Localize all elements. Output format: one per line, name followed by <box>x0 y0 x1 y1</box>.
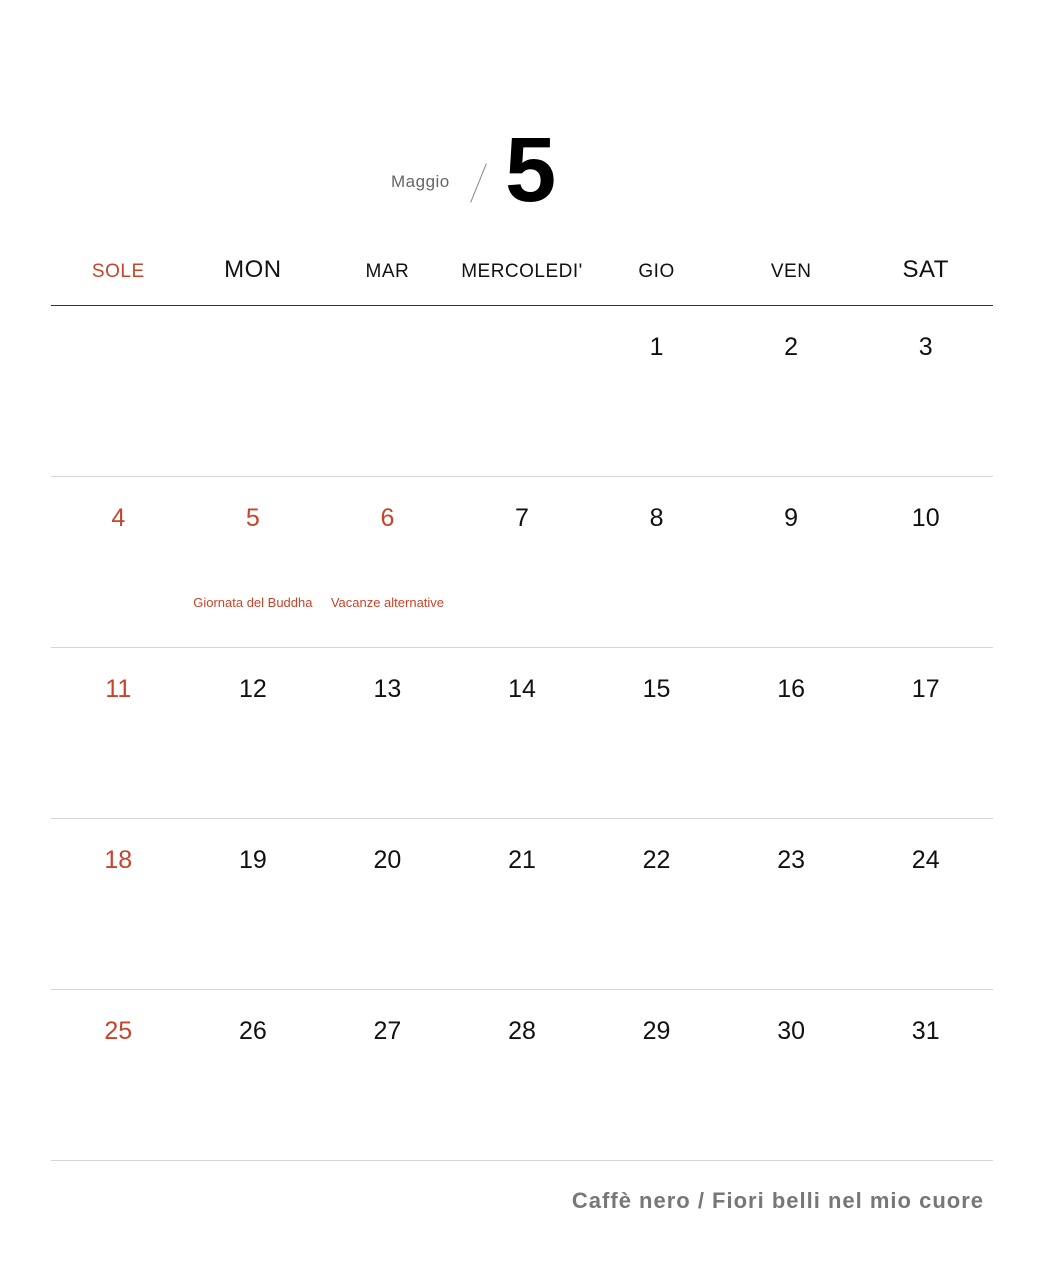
day-number: 14 <box>508 675 536 703</box>
day-cell[interactable] <box>858 819 993 989</box>
day-cell[interactable] <box>858 648 993 818</box>
day-cell[interactable] <box>589 990 724 1160</box>
day-number: 28 <box>508 1017 536 1045</box>
day-number: 29 <box>642 1017 671 1045</box>
day-cell[interactable] <box>186 648 321 818</box>
day-cell[interactable] <box>858 306 993 476</box>
calendar-header <box>0 120 1043 230</box>
week-row <box>51 819 993 990</box>
month-number: 5 <box>505 119 557 221</box>
day-number: 26 <box>238 1017 267 1045</box>
day-cell[interactable] <box>858 990 993 1160</box>
day-cell[interactable] <box>51 477 186 647</box>
day-cell[interactable] <box>51 990 186 1160</box>
day-cell[interactable] <box>724 819 859 989</box>
day-cell[interactable] <box>724 648 859 818</box>
day-cell[interactable] <box>858 477 993 647</box>
day-cell[interactable] <box>724 477 859 647</box>
day-cell[interactable] <box>320 477 455 647</box>
day-cell[interactable] <box>320 306 455 476</box>
day-number: 1 <box>649 333 664 361</box>
slash-divider <box>470 163 487 202</box>
day-number: 12 <box>238 675 267 703</box>
calendar-grid <box>51 306 993 1161</box>
day-number: 18 <box>104 846 133 874</box>
day-number: 31 <box>911 1017 940 1045</box>
day-number: 13 <box>373 675 402 703</box>
day-number: 4 <box>111 504 126 532</box>
day-number: 8 <box>649 504 664 532</box>
weekday-tuesday: MAR <box>365 261 410 282</box>
day-cell[interactable] <box>186 819 321 989</box>
footer-caption: Caffè nero / Fiori belli nel mio cuore <box>571 1188 984 1213</box>
day-cell[interactable] <box>589 819 724 989</box>
day-cell[interactable] <box>186 477 321 647</box>
weekday-wednesday: MERCOLEDI' <box>461 261 583 282</box>
week-row <box>51 990 993 1161</box>
day-number: 5 <box>245 504 260 532</box>
day-number: 27 <box>373 1017 402 1045</box>
month-name: Maggio <box>391 172 450 191</box>
day-cell[interactable] <box>455 648 590 818</box>
week-row <box>51 306 993 477</box>
day-number: 19 <box>238 846 267 874</box>
day-number: 24 <box>911 846 940 874</box>
day-number: 7 <box>515 504 529 532</box>
weekday-thursday: GIO <box>638 261 675 282</box>
day-number: 16 <box>777 675 806 703</box>
day-cell[interactable] <box>320 990 455 1160</box>
weekday-row <box>51 250 993 306</box>
day-cell[interactable] <box>724 306 859 476</box>
day-number: 21 <box>508 846 536 874</box>
day-number: 3 <box>918 333 933 361</box>
day-number: 11 <box>105 675 132 703</box>
day-number: 9 <box>784 504 799 532</box>
day-number: 30 <box>777 1017 806 1045</box>
weekday-monday: MON <box>224 256 282 283</box>
weekday-friday: VEN <box>770 261 812 282</box>
day-cell[interactable] <box>51 306 186 476</box>
day-cell[interactable] <box>320 819 455 989</box>
day-cell[interactable] <box>589 306 724 476</box>
day-number: 6 <box>380 504 395 532</box>
day-number: 17 <box>911 675 940 703</box>
day-cell[interactable] <box>589 648 724 818</box>
day-cell[interactable] <box>455 819 590 989</box>
day-cell[interactable] <box>589 477 724 647</box>
day-cell[interactable] <box>51 648 186 818</box>
day-cell[interactable] <box>186 306 321 476</box>
day-number: 22 <box>642 846 671 874</box>
day-number: 23 <box>777 846 806 874</box>
day-number: 10 <box>911 504 940 532</box>
day-number: 2 <box>784 333 799 361</box>
day-cell[interactable] <box>724 990 859 1160</box>
day-cell[interactable] <box>455 990 590 1160</box>
day-number: 25 <box>104 1017 133 1045</box>
day-cell[interactable] <box>320 648 455 818</box>
holiday-label: Vacanze alternative <box>330 595 445 610</box>
holiday-label: Giornata del Buddha <box>193 595 313 610</box>
week-row <box>51 648 993 819</box>
day-number: 15 <box>642 675 671 703</box>
day-cell[interactable] <box>455 477 590 647</box>
weekday-saturday: SAT <box>902 256 949 283</box>
day-cell[interactable] <box>455 306 590 476</box>
day-number: 20 <box>373 846 402 874</box>
week-row <box>51 477 993 648</box>
weekday-sunday: SOLE <box>91 261 145 282</box>
day-cell[interactable] <box>51 819 186 989</box>
day-cell[interactable] <box>186 990 321 1160</box>
